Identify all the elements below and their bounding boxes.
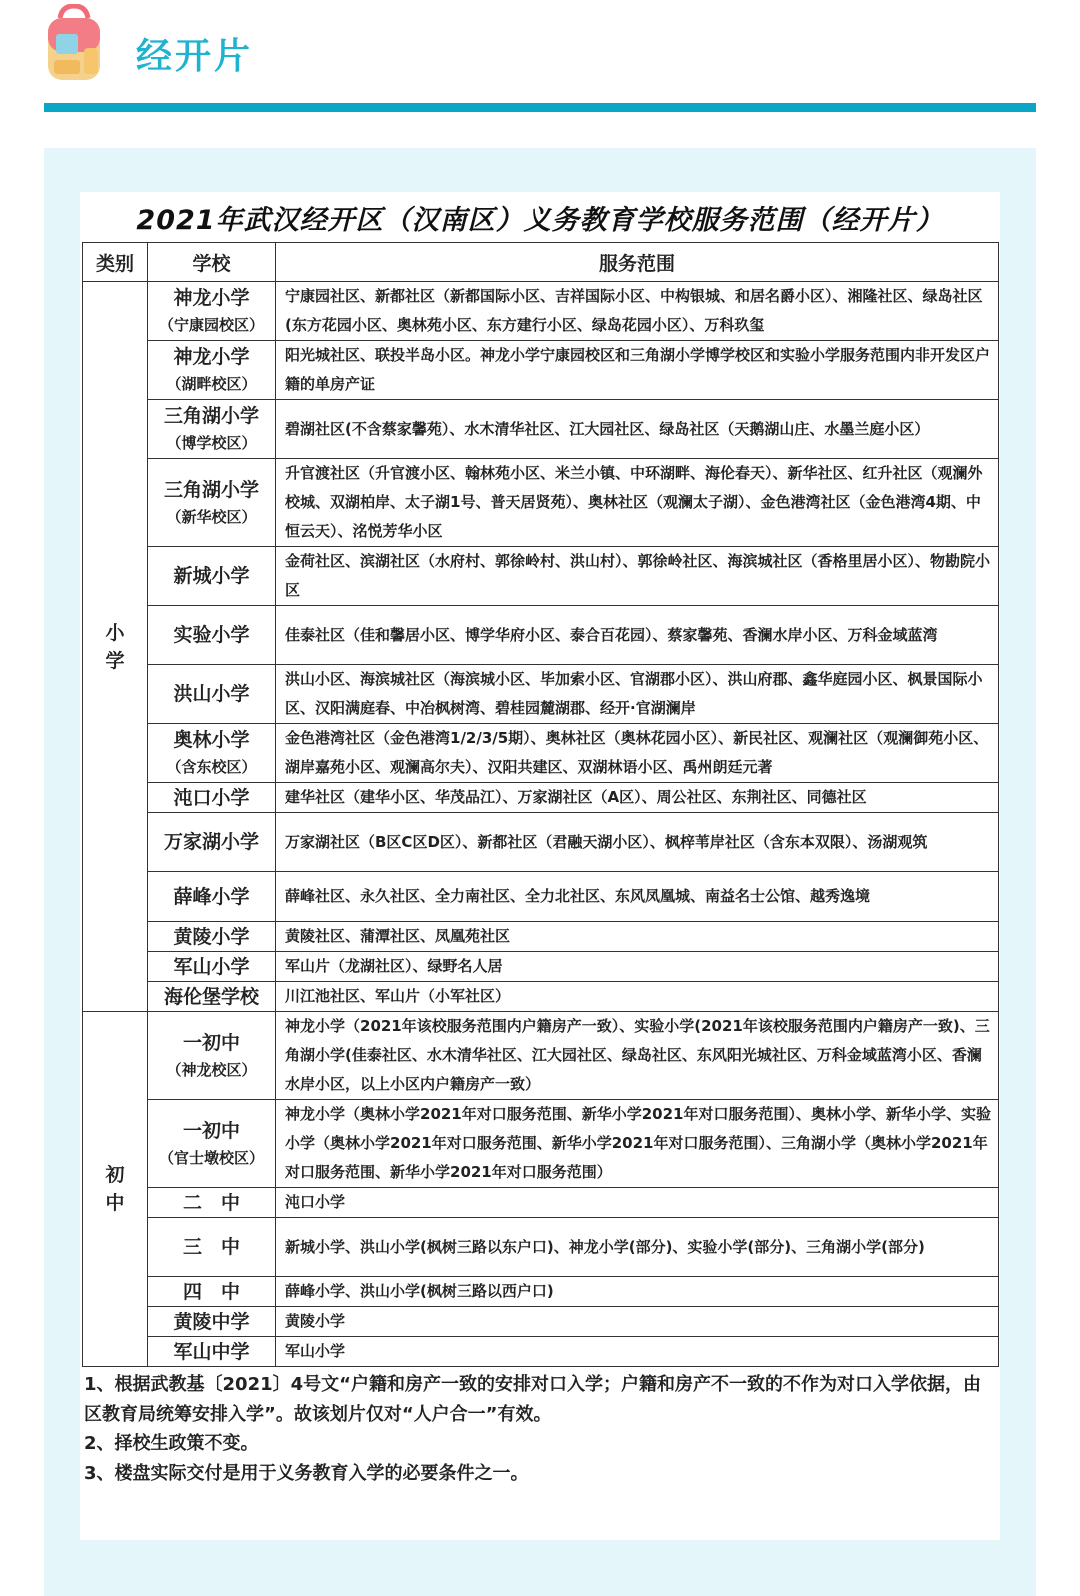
service-area-cell: 升官渡社区（升官渡小区、翰林苑小区、米兰小镇、中环湖畔、海伦春天）、新华社区、红升社区（观澜外校城、双湖柏岸、太子湖1号、普天居贤苑）、奥林社区（观澜太子湖）、金色港湾社区（金色港湾4期、中恒云天）、洺悦芳华小区	[276, 459, 999, 547]
school-name: 一初中	[182, 1031, 240, 1054]
note-item: 1、根据武教基〔2021〕4号文“户籍和房产一致的安排对口入学；户籍和房产不一致的不作为对口入学依据，由区教育局统筹安排入学”。故该划片仅对“人户合一”有效。	[84, 1374, 981, 1425]
table-row	[83, 606, 999, 665]
column-header-area: 服务范围	[276, 243, 999, 282]
document-title: 2021年武汉经开区（汉南区）义务教育学校服务范围（经开片）	[136, 205, 944, 236]
table-row	[83, 665, 999, 724]
note-item: 2、择校生政策不变。	[84, 1433, 259, 1454]
table-row	[83, 724, 999, 783]
page-header	[44, 0, 1036, 112]
school-cell	[148, 1100, 276, 1188]
school-cell	[148, 1277, 276, 1307]
school-name: 黄陵中学	[173, 1310, 250, 1333]
table-row	[83, 400, 999, 459]
school-cell	[148, 783, 276, 813]
service-area-cell: 金色港湾社区（金色港湾1/2/3/5期）、奥林社区（奥林花园小区）、新民社区、观澜社区（观澜御苑小区、湖岸嘉苑小区、观澜高尔夫）、汉阳共建区、双湖林语小区、禹州朗廷元著	[276, 724, 999, 783]
school-campus: （宁康园校区）	[158, 316, 264, 334]
service-area-cell: 新城小学、洪山小学(枫树三路以东户口)、神龙小学(部分)、实验小学(部分)、三角湖小学(部分)	[276, 1218, 999, 1277]
school-cell	[148, 724, 276, 783]
school-campus: （神龙校区）	[166, 1060, 257, 1079]
service-area-cell: 宁康园社区、新都社区（新都国际小区、吉祥国际小区、中构银城、和居名爵小区）、湘隆社区、绿岛社区(东方花园小区、奥林苑小区、东方建行小区、绿岛花园小区）、万科玖玺	[276, 282, 999, 341]
school-campus: （湖畔校区）	[166, 375, 257, 393]
table-row	[83, 922, 999, 952]
school-name: 神龙小学	[173, 346, 250, 368]
table-row	[83, 952, 999, 982]
service-area-cell: 神龙小学（奥林小学2021年对口服务范围、新华小学2021年对口服务范围）、奥林小学、新华小学、实验小学（奥林小学2021年对口服务范围、新华小学2021年对口服务范围）、三角湖小学（奥林小学2021年对口服务范围、新华小学2021年对口服务范围）	[276, 1100, 999, 1188]
school-name: 军山中学	[173, 1340, 250, 1363]
table-header-row	[83, 243, 999, 282]
school-name: 一初中	[182, 1119, 240, 1142]
table-row	[83, 1337, 999, 1367]
service-area-cell: 军山小学	[276, 1337, 999, 1367]
school-cell	[148, 1337, 276, 1367]
service-area-cell: 洪山小区、海滨城社区（海滨城小区、毕加索小区、官湖郡小区）、洪山府郡、鑫华庭园小区、枫景国际小区、汉阳满庭春、中冶枫树湾、碧桂园麓湖郡、经开·官湖澜岸	[276, 665, 999, 724]
school-name: 奥林小学	[173, 729, 250, 751]
school-cell	[148, 341, 276, 400]
school-cell	[148, 606, 276, 665]
note-item: 3、楼盘实际交付是用于义务教育入学的必要条件之一。	[84, 1462, 529, 1484]
school-name: 三角湖小学	[163, 478, 259, 501]
table-row	[83, 1307, 999, 1337]
service-area-cell: 万家湖社区（B区C区D区）、新都社区（君融天湖小区）、枫梓苇岸社区（含东本双限）、汤湖观筑	[276, 813, 999, 872]
document-sheet	[80, 192, 1000, 1540]
service-area-cell: 金荷社区、滨湖社区（水府村、郭徐岭村、洪山村）、郭徐岭社区、海滨城社区（香格里居小区）、物勘院小区	[276, 547, 999, 606]
school-cell	[148, 665, 276, 724]
table-row	[83, 872, 999, 922]
table-row	[83, 547, 999, 606]
content-panel	[44, 148, 1036, 1596]
school-cell	[148, 1307, 276, 1337]
table-row	[83, 1100, 999, 1188]
school-name: 洪山小学	[173, 683, 250, 705]
column-header-category: 类别	[83, 243, 148, 282]
column-header-school: 学校	[148, 243, 276, 282]
category-cell: 初 中	[83, 1012, 148, 1367]
school-name: 薛峰小学	[173, 885, 250, 908]
page-title: 经开片	[136, 36, 254, 77]
service-area-cell: 薛峰小学、洪山小学(枫树三路以西户口)	[276, 1277, 999, 1307]
school-name: 万家湖小学	[163, 831, 259, 853]
table-row	[83, 1188, 999, 1218]
category-cell: 小 学	[83, 282, 148, 1012]
service-area-cell: 黄陵小学	[276, 1307, 999, 1337]
school-cell	[148, 922, 276, 952]
school-cell	[148, 813, 276, 872]
school-cell	[148, 1012, 276, 1100]
school-name: 军山小学	[173, 955, 250, 978]
service-area-cell: 军山片（龙湖社区）、绿野名人居	[276, 952, 999, 982]
notes-section	[84, 1370, 984, 1488]
table-row	[83, 1012, 999, 1100]
service-area-cell: 黄陵社区、蒲潭社区、凤凰苑社区	[276, 922, 999, 952]
school-cell	[148, 1188, 276, 1218]
table-row	[83, 783, 999, 813]
school-cell	[148, 952, 276, 982]
school-name: 四 中	[182, 1280, 240, 1303]
table-row	[83, 1218, 999, 1277]
school-name: 黄陵小学	[173, 925, 250, 948]
school-name: 新城小学	[173, 565, 250, 587]
table-row	[83, 341, 999, 400]
school-cell	[148, 1218, 276, 1277]
school-cell	[148, 547, 276, 606]
school-cell	[148, 459, 276, 547]
service-area-cell: 碧湖社区(不含蔡家馨苑）、水木清华社区、江大园社区、绿岛社区（天鹅湖山庄、水墨兰庭小区）	[276, 400, 999, 459]
school-campus: （官士墩校区）	[158, 1148, 264, 1167]
table-row	[83, 1277, 999, 1307]
school-name: 沌口小学	[173, 786, 250, 809]
table-row	[83, 282, 999, 341]
table-row	[83, 813, 999, 872]
service-area-cell: 阳光城社区、联投半岛小区。神龙小学宁康园校区和三角湖小学博学校区和实验小学服务范围内非开发区户籍的单房产证	[276, 341, 999, 400]
school-campus: （博学校区）	[166, 434, 257, 452]
service-area-cell: 薛峰社区、永久社区、全力南社区、全力北社区、东风凤凰城、南益名士公馆、越秀逸境	[276, 872, 999, 922]
service-range-table	[82, 242, 999, 1367]
backpack-icon	[44, 4, 104, 82]
table-row	[83, 459, 999, 547]
header-divider	[44, 103, 1036, 112]
school-name: 实验小学	[173, 624, 250, 646]
school-cell	[148, 872, 276, 922]
school-name: 神龙小学	[173, 287, 250, 309]
school-name: 三 中	[182, 1236, 240, 1258]
school-name: 三角湖小学	[163, 405, 259, 427]
school-name: 二 中	[182, 1191, 240, 1214]
school-cell	[148, 400, 276, 459]
service-area-cell: 川江池社区、军山片（小军社区）	[276, 982, 999, 1012]
service-area-cell: 建华社区（建华小区、华茂品江）、万家湖社区（A区）、周公社区、东荆社区、同德社区	[276, 783, 999, 813]
school-campus: （新华校区）	[166, 507, 257, 526]
school-name: 海伦堡学校	[163, 985, 259, 1008]
school-cell	[148, 282, 276, 341]
school-cell	[148, 982, 276, 1012]
service-area-cell: 神龙小学（2021年该校服务范围内户籍房产一致）、实验小学(2021年该校服务范围内户籍房产一致)、三角湖小学(佳泰社区、水木清华社区、江大园社区、绿岛社区、东风阳光城社区、万科金域蓝湾小区、香澜水岸小区，以上小区内户籍房产一致）	[276, 1012, 999, 1100]
school-campus: （含东校区）	[166, 758, 257, 776]
table-row	[83, 982, 999, 1012]
service-area-cell: 沌口小学	[276, 1188, 999, 1218]
service-area-cell: 佳泰社区（佳和馨居小区、博学华府小区、泰合百花园）、蔡家馨苑、香澜水岸小区、万科金域蓝湾	[276, 606, 999, 665]
